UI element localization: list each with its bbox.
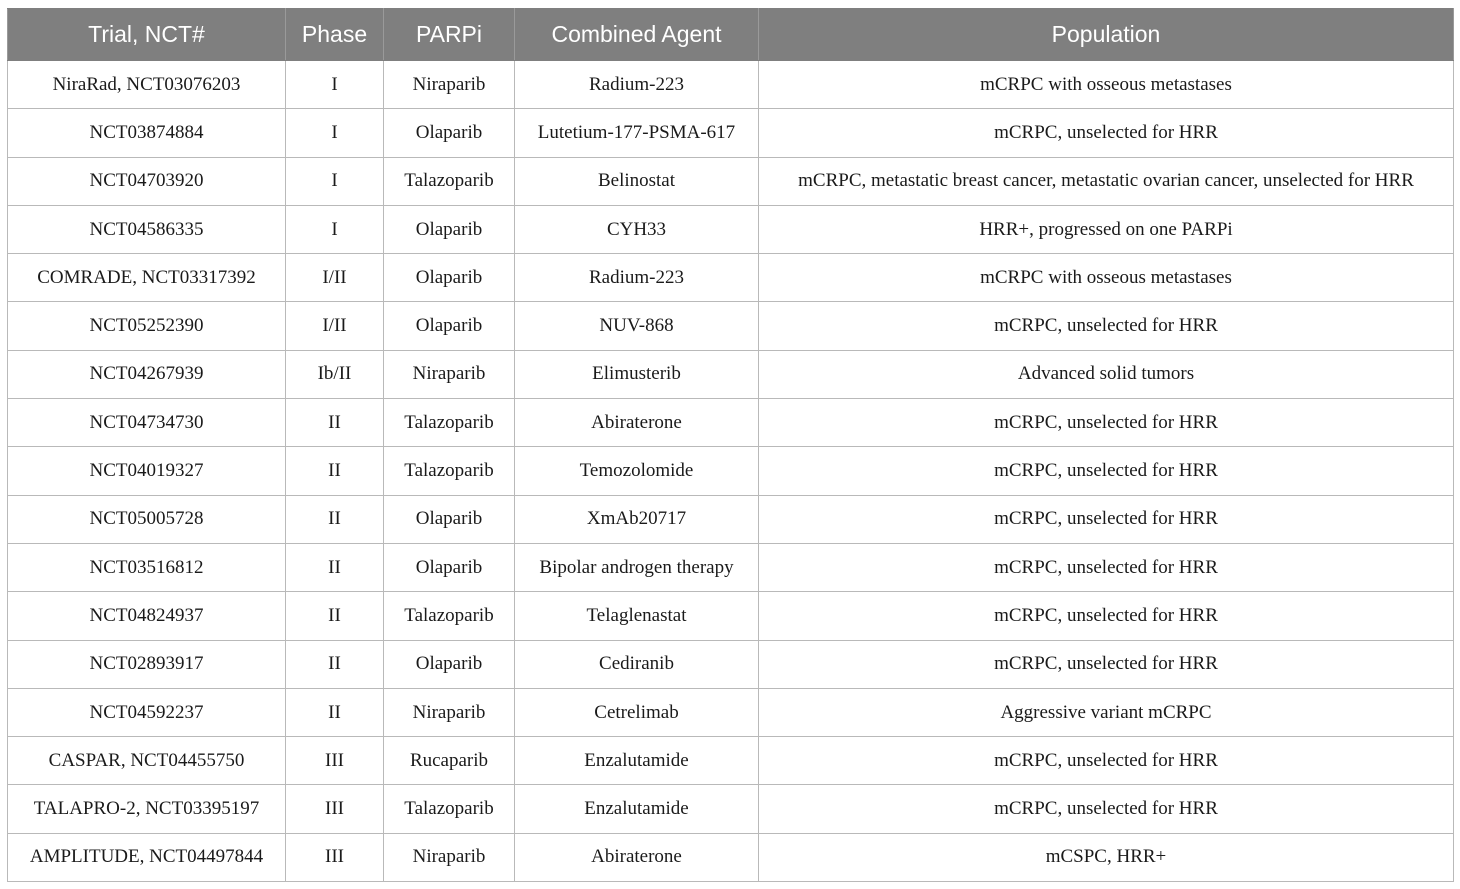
cell-combined-agent: XmAb20717 — [515, 495, 759, 543]
cell-population: mCRPC, unselected for HRR — [759, 399, 1454, 447]
cell-trial: NCT04824937 — [8, 592, 286, 640]
cell-population: mCRPC, unselected for HRR — [759, 495, 1454, 543]
cell-phase: II — [286, 399, 384, 447]
cell-parpi: Talazoparib — [384, 592, 515, 640]
table-row — [8, 447, 1454, 495]
cell-phase: II — [286, 592, 384, 640]
cell-trial: NCT03874884 — [8, 109, 286, 157]
cell-combined-agent: Cediranib — [515, 640, 759, 688]
cell-combined-agent: Temozolomide — [515, 447, 759, 495]
cell-population: mCRPC, unselected for HRR — [759, 447, 1454, 495]
cell-parpi: Olaparib — [384, 254, 515, 302]
cell-parpi: Olaparib — [384, 640, 515, 688]
cell-combined-agent: Belinostat — [515, 157, 759, 205]
cell-combined-agent: Enzalutamide — [515, 785, 759, 833]
cell-phase: II — [286, 688, 384, 736]
cell-trial: COMRADE, NCT03317392 — [8, 254, 286, 302]
cell-phase: III — [286, 833, 384, 881]
table-row — [8, 399, 1454, 447]
cell-parpi: Niraparib — [384, 833, 515, 881]
table-header — [8, 9, 1454, 61]
table-row — [8, 109, 1454, 157]
cell-population: HRR+, progressed on one PARPi — [759, 205, 1454, 253]
table-row — [8, 592, 1454, 640]
cell-population: mCRPC, unselected for HRR — [759, 737, 1454, 785]
table-row — [8, 495, 1454, 543]
trials-table — [7, 8, 1454, 882]
header-parpi: PARPi — [384, 9, 515, 61]
cell-phase: Ib/II — [286, 350, 384, 398]
cell-trial: NCT04586335 — [8, 205, 286, 253]
cell-combined-agent: Radium-223 — [515, 254, 759, 302]
cell-parpi: Olaparib — [384, 495, 515, 543]
cell-population: mCRPC, unselected for HRR — [759, 543, 1454, 591]
table-row — [8, 543, 1454, 591]
table-row — [8, 61, 1454, 109]
cell-phase: III — [286, 785, 384, 833]
cell-trial: NCT04592237 — [8, 688, 286, 736]
cell-combined-agent: Elimusterib — [515, 350, 759, 398]
cell-population: mCRPC, unselected for HRR — [759, 592, 1454, 640]
cell-combined-agent: Radium-223 — [515, 61, 759, 109]
cell-trial: NCT04019327 — [8, 447, 286, 495]
cell-parpi: Niraparib — [384, 350, 515, 398]
cell-phase: I/II — [286, 302, 384, 350]
trials-table-container — [7, 8, 1453, 882]
cell-phase: I/II — [286, 254, 384, 302]
cell-combined-agent: Cetrelimab — [515, 688, 759, 736]
cell-phase: I — [286, 109, 384, 157]
table-row — [8, 833, 1454, 881]
cell-trial: TALAPRO-2, NCT03395197 — [8, 785, 286, 833]
cell-parpi: Niraparib — [384, 61, 515, 109]
cell-phase: II — [286, 495, 384, 543]
cell-trial: CASPAR, NCT04455750 — [8, 737, 286, 785]
cell-population: mCRPC, unselected for HRR — [759, 302, 1454, 350]
table-row — [8, 785, 1454, 833]
table-row — [8, 302, 1454, 350]
cell-combined-agent: Abiraterone — [515, 399, 759, 447]
cell-parpi: Olaparib — [384, 302, 515, 350]
cell-parpi: Talazoparib — [384, 785, 515, 833]
cell-trial: NiraRad, NCT03076203 — [8, 61, 286, 109]
cell-population: mCRPC, unselected for HRR — [759, 785, 1454, 833]
table-row — [8, 350, 1454, 398]
cell-parpi: Talazoparib — [384, 399, 515, 447]
header-trial: Trial, NCT# — [8, 9, 286, 61]
cell-trial: NCT04734730 — [8, 399, 286, 447]
cell-phase: III — [286, 737, 384, 785]
cell-trial: AMPLITUDE, NCT04497844 — [8, 833, 286, 881]
table-row — [8, 205, 1454, 253]
cell-combined-agent: Lutetium-177-PSMA-617 — [515, 109, 759, 157]
cell-combined-agent: Telaglenastat — [515, 592, 759, 640]
table-row — [8, 157, 1454, 205]
header-combined-agent: Combined Agent — [515, 9, 759, 61]
cell-phase: I — [286, 157, 384, 205]
header-phase: Phase — [286, 9, 384, 61]
cell-population: mCRPC with osseous metastases — [759, 61, 1454, 109]
cell-population: Advanced solid tumors — [759, 350, 1454, 398]
cell-parpi: Olaparib — [384, 109, 515, 157]
cell-parpi: Talazoparib — [384, 157, 515, 205]
table-body — [8, 61, 1454, 882]
cell-phase: I — [286, 61, 384, 109]
cell-population: mCRPC, unselected for HRR — [759, 109, 1454, 157]
cell-combined-agent: Bipolar androgen therapy — [515, 543, 759, 591]
cell-population: mCSPC, HRR+ — [759, 833, 1454, 881]
cell-trial: NCT05005728 — [8, 495, 286, 543]
cell-parpi: Niraparib — [384, 688, 515, 736]
cell-parpi: Olaparib — [384, 205, 515, 253]
table-row — [8, 254, 1454, 302]
cell-trial: NCT02893917 — [8, 640, 286, 688]
cell-phase: II — [286, 640, 384, 688]
cell-parpi: Talazoparib — [384, 447, 515, 495]
cell-trial: NCT05252390 — [8, 302, 286, 350]
cell-trial: NCT04703920 — [8, 157, 286, 205]
cell-population: mCRPC, metastatic breast cancer, metastatic ovarian cancer, unselected for HRR — [759, 157, 1454, 205]
cell-phase: II — [286, 447, 384, 495]
header-row — [8, 9, 1454, 61]
cell-phase: I — [286, 205, 384, 253]
cell-combined-agent: Abiraterone — [515, 833, 759, 881]
table-row — [8, 737, 1454, 785]
header-population: Population — [759, 9, 1454, 61]
cell-population: mCRPC, unselected for HRR — [759, 640, 1454, 688]
cell-phase: II — [286, 543, 384, 591]
cell-parpi: Olaparib — [384, 543, 515, 591]
cell-trial: NCT04267939 — [8, 350, 286, 398]
table-row — [8, 688, 1454, 736]
cell-parpi: Rucaparib — [384, 737, 515, 785]
table-row — [8, 640, 1454, 688]
cell-combined-agent: NUV-868 — [515, 302, 759, 350]
cell-combined-agent: Enzalutamide — [515, 737, 759, 785]
cell-population: Aggressive variant mCRPC — [759, 688, 1454, 736]
cell-combined-agent: CYH33 — [515, 205, 759, 253]
cell-population: mCRPC with osseous metastases — [759, 254, 1454, 302]
cell-trial: NCT03516812 — [8, 543, 286, 591]
